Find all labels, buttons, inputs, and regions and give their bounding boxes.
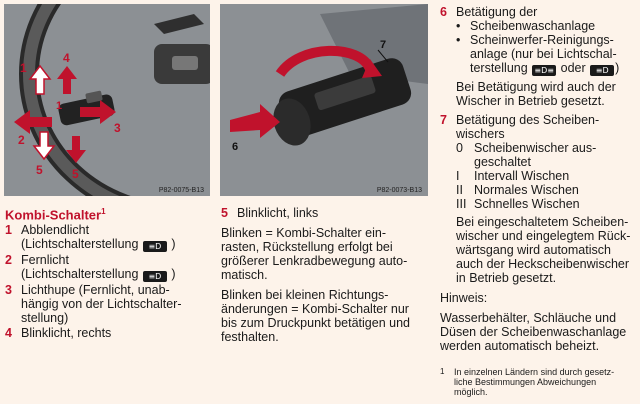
fog-light-icon: ≡D≡ [532,65,556,76]
paragraph: Blinken bei kleinen Richtungs- änderungen = Kombi-Schalter nur bis zum Druckpunkt betätigen und festhalten. [221,288,410,344]
svg-text:5: 5 [72,167,79,181]
steering-wheel-drawing [4,4,210,196]
column-wiper [440,4,636,397]
list-item: 3 Lichthupe (Fernlicht, unab- hängig von der Lichtschalter- stellung) [5,283,182,326]
svg-text:5: 5 [36,163,43,177]
hint-paragraph: Wasserbehälter, Schläuche und Düsen der Scheibenwaschanlage werden automatisch beheizt. [440,311,627,353]
fig-label-1: 1 [20,61,27,75]
svg-text:1: 1 [56,100,63,112]
wiper-mode: III Schnelles Wischen [456,197,580,211]
column-turn-signal [221,205,433,344]
low-beam-icon: ≡D [143,241,167,252]
svg-text:7: 7 [380,39,387,51]
svg-text:4: 4 [63,51,70,65]
low-beam-icon: ≡D [143,271,167,282]
hint-label: Hinweis: [440,291,488,305]
wiper-stalk-drawing [220,4,428,196]
footnote: 1 In einzelnen Ländern sind durch gesetz- liche Bestimmungen Abweichungen möglich. [440,367,615,397]
list-item: 1 Abblendlicht (Lichtschalterstellung ≡D ) [5,223,176,252]
list-item: 5 Blinklicht, links [221,206,319,220]
column-combi-switch [5,205,215,340]
combi-switch-illustration [4,4,210,196]
list-item: 4 Blinklicht, rechts [5,326,112,341]
svg-text:3: 3 [114,121,121,135]
list-item: 2 Fernlicht (Lichtschalterstellung ≡D ) [5,253,176,282]
wiper-switch-illustration [220,4,428,196]
list-item: 7 Betätigung des Scheiben- wischers 0 Scheibenwischer aus- geschaltet I Intervall Wischen II Normales Wischen III Schnelles Wischen Bei eingeschaltetem Scheiben- wischer und eingelegtem Rück- wärtsgang wird automatisch auch der Heckscheibenwischer in Betrieb gesetzt. [440,113,636,285]
paragraph: Blinken = Kombi-Schalter ein- rasten, Rückstellung erfolgt bei größerer Lenkradbewegung auto- matisch. [221,226,408,282]
svg-text:2: 2 [18,133,25,147]
low-beam-icon: ≡D [590,65,614,76]
svg-text:6: 6 [232,141,239,153]
wiper-mode: I Intervall Wischen [456,169,570,183]
figure-code: P82-0073-B13 [376,187,422,194]
wiper-mode: II Normales Wischen [456,183,579,197]
wiper-mode: 0 Scheibenwischer aus- geschaltet [456,141,597,169]
figure-code: P82-0075-B13 [158,187,204,194]
list-item: 6 Betätigung der • Scheibenwaschanlage • Scheinwerfer-Reinigungs- anlage (nur bei Lichtschal- terstellung ≡D≡ oder ≡D ) Bei Betätigung wird auch der Wischer in Betrieb gesetzt. [440,5,620,108]
section-heading: Kombi-Schalter$^1$ [5,207,106,223]
